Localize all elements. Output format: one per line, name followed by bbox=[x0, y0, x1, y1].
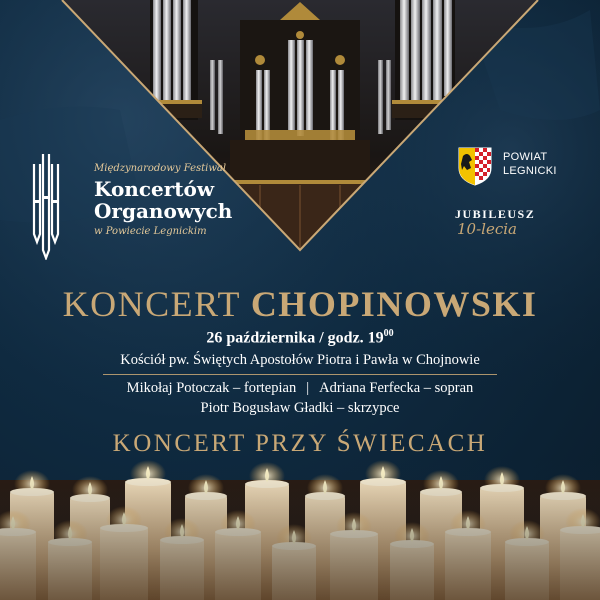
festival-line-3: Organowych bbox=[94, 199, 233, 223]
jubilee-badge bbox=[455, 207, 575, 238]
concert-title bbox=[0, 283, 600, 325]
powiat-line-1: POWIAT bbox=[503, 151, 548, 163]
time-minutes: 00 bbox=[383, 328, 394, 339]
date-text: 26 października / godz. 19 bbox=[206, 329, 384, 347]
festival-line-1: Międzynarodowy Festiwal bbox=[94, 163, 227, 174]
title-part-1: KONCERT bbox=[62, 284, 251, 324]
candles-image bbox=[0, 460, 600, 600]
concert-subtitle: KONCERT PRZY ŚWIECACH bbox=[112, 430, 488, 457]
festival-line-2: Koncertów bbox=[94, 177, 215, 201]
festival-line-4: w Powiecie Legnickim bbox=[94, 226, 207, 237]
concert-date bbox=[0, 328, 600, 347]
jubilee-label: JUBILEUSZ bbox=[455, 207, 536, 221]
divider-line bbox=[103, 374, 497, 375]
powiat-name bbox=[503, 150, 557, 178]
performers-line-2: Piotr Bogusław Gładki – skrzypce bbox=[200, 400, 400, 416]
coat-of-arms-icon bbox=[457, 146, 493, 186]
organ-pipes-icon bbox=[28, 150, 68, 260]
performers-line-1 bbox=[0, 380, 600, 397]
powiat-logo bbox=[457, 146, 577, 186]
performer-piano: Mikołaj Potoczak – fortepian bbox=[126, 380, 297, 396]
jubilee-anniversary: 10-lecia bbox=[457, 220, 517, 238]
powiat-line-2: LEGNICKI bbox=[503, 165, 557, 177]
festival-logo bbox=[28, 150, 233, 260]
concert-venue: Kościół pw. Świętych Apostołów Piotra i Pawła w Chojnowie bbox=[120, 352, 480, 368]
performer-soprano: Adriana Ferfecka – sopran bbox=[319, 380, 474, 396]
title-part-2: CHOPINOWSKI bbox=[250, 284, 538, 324]
performer-separator: | bbox=[306, 380, 310, 396]
